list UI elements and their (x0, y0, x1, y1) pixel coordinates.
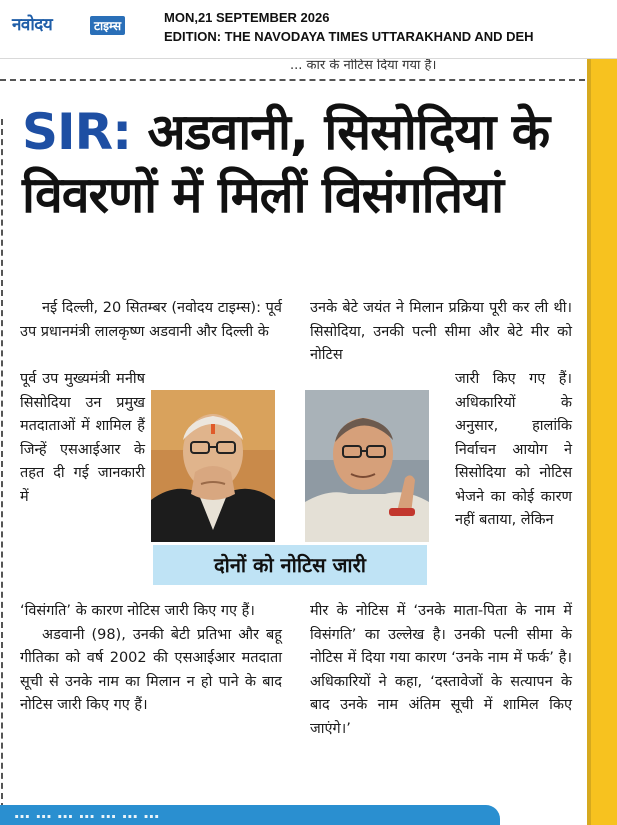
navodaya-times-logo[interactable] (12, 10, 146, 40)
edition-name: EDITION: THE NAVODAYA TIMES UTTARAKHAND AND DEH (164, 29, 534, 44)
left-column-intro (20, 297, 282, 344)
edition-date: MON,21 SEPTEMBER 2026 (164, 10, 330, 25)
next-article-fragment: … … … … … … … (14, 803, 160, 822)
side-color-band (587, 59, 617, 825)
newspaper-page (0, 59, 617, 825)
paragraph-meer-notice: मीर के नोटिस में ‘उनके माता-पिता के नाम में विसंगति’ का उल्लेख है। उनकी पत्नी सीमा के नोटिस में दिया गया कारण ‘उनके नाम में फर्क’ है। अधिकारियों ने कहा, ‘दस्तावेजों के सत्यापन के बाद उनके नाम अंतिम सूची में शामिल किए जाएंगे।’ (310, 603, 572, 737)
clipping-border-top (0, 79, 585, 81)
advani-photo (151, 390, 275, 542)
paragraph-wrap-left: पूर्व उप मुख्यमंत्री मनीष सिसोदिया उन प्रमुख मतदाताओं में शामिल हैं जिन्हें एसआईआर के तहत दी गई जानकारी में (20, 371, 145, 505)
paragraph-notice-reason: ‘विसंगति’ के कारण नोटिस जारी किए गए हैं। (20, 603, 255, 619)
paragraph-advani-family: अडवानी (98), उनकी बेटी प्रतिभा और बहू गीतिका को वर्ष 2002 की एसआईआर मतदाता सूची से उनके नाम का मिलान न हो पाने के बाद नोटिस जारी किए गए हैं। (20, 626, 282, 713)
headline-line2: विवरणों में मिलीं विसंगतियां (22, 166, 504, 224)
paragraph-jayant: उनके बेटे जयंत ने मिलान प्रक्रिया पूरी कर ली थी। सिसोदिया, उनकी पत्नी सीमा और बेटे मीर को नोटिस (310, 300, 572, 363)
previous-article-fragment: ... कार के नोटिस दिया गया है। (290, 59, 437, 73)
paragraph-wrap-right: जारी किए गए हैं। अधिकारियों के अनुसार, हालांकि निर्वाचन आयोग ने सिसोदिया को नोटिस भेजने का कोई कारण नहीं बताया, लेकिन (455, 371, 572, 528)
clipping-border-left (1, 119, 3, 809)
headline-tag: SIR: (22, 103, 132, 161)
left-column-body (20, 600, 282, 718)
article-headline (22, 101, 582, 227)
right-column-body (310, 600, 572, 741)
photo-caption: दोनों को नोटिस जारी (153, 545, 427, 585)
edition-header (0, 0, 617, 59)
headline-line1: अडवानी, सिसोदिया के (131, 103, 550, 161)
right-column-wrap (455, 368, 572, 533)
sisodia-portrait-icon (305, 390, 429, 542)
logo-sub-text: टाइम्स (90, 16, 125, 35)
paragraph-dateline: नई दिल्ली, 20 सितम्बर (नवोदय टाइम्स): पूर्व उप प्रधानमंत्री लालकृष्ण अडवानी और दिल्ली के (20, 300, 282, 340)
sisodia-photo (305, 390, 429, 542)
next-article-strip (0, 805, 500, 825)
edition-info (164, 8, 534, 46)
left-column-wrap (20, 368, 145, 509)
right-column-intro (310, 297, 572, 368)
logo-main-text: नवोदय (12, 15, 53, 35)
advani-portrait-icon (151, 390, 275, 542)
